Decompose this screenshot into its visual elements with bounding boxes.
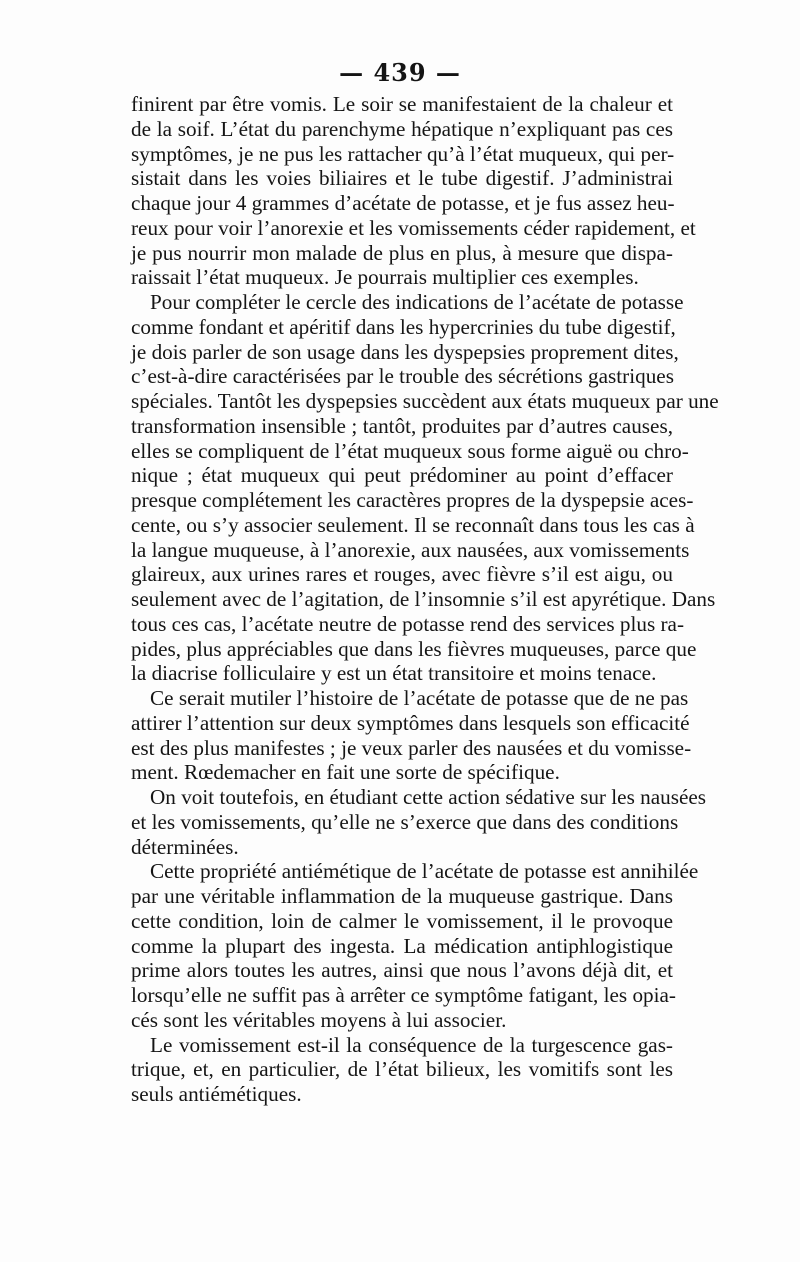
paragraph <box>131 785 707 859</box>
text-line: cente, ou s’y associer seulement. Il se reconnaît dans tous les cas à <box>131 512 695 537</box>
text-line: je pus nourrir mon malade de plus en plus, à mesure que dispa- <box>131 240 673 265</box>
text-line: seuls antiémétiques. <box>131 1082 302 1106</box>
text-line: tous ces cas, l’acétate neutre de potasse rend des services plus ra- <box>131 611 684 636</box>
text-line: On voit toutefois, en étudiant cette action sédative sur les nausées <box>150 785 707 809</box>
text-line: par une véritable inflammation de la muqueuse gastrique. Dans <box>131 884 673 908</box>
text-line: seulement avec de l’agitation, de l’insomnie s’il est apyrétique. Dans <box>131 587 716 611</box>
text-line: elles se compliquent de l’état muqueux sous forme aiguë ou chro- <box>131 438 689 463</box>
text-line: transformation insensible ; tantôt, produites par d’autres causes, <box>131 413 673 438</box>
paragraph <box>131 92 696 290</box>
text-line: je dois parler de son usage dans les dyspepsies proprement dites, <box>131 339 679 364</box>
text-line: presque complétement les caractères propres de la dyspepsie aces- <box>131 488 694 512</box>
paragraph <box>131 686 692 785</box>
page-number: — 439 — <box>339 58 461 87</box>
text-line: chaque jour 4 grammes d’acétate de potasse, et je fus assez heu- <box>131 191 675 215</box>
text-line: trique, et, en particulier, de l’état bilieux, les vomitifs sont les <box>131 1057 673 1082</box>
text-line: ment. Rœdemacher en fait une sorte de spécifique. <box>131 760 560 785</box>
paragraph <box>131 290 719 686</box>
text-line: déterminées. <box>131 834 239 859</box>
text-line: sistait dans les voies biliaires et le tube digestif. J’administrai <box>131 166 673 191</box>
text-line: spéciales. Tantôt les dyspepsies succèdent aux états muqueux par une <box>131 389 719 413</box>
text-line: de la soif. L’état du parenchyme hépatique n’expliquant pas ces <box>131 116 673 141</box>
text-line: c’est-à-dire caractérisées par le trouble des sécrétions gastriques <box>131 364 674 389</box>
text-line: finirent par être vomis. Le soir se manifestaient de la chaleur et <box>131 92 673 116</box>
text-line: la langue muqueuse, à l’anorexie, aux nausées, aux vomissements <box>131 537 690 562</box>
text-line: cés sont les véritables moyens à lui associer. <box>131 1007 507 1032</box>
text-line: attirer l’attention sur deux symptômes dans lesquels son efficacité <box>131 710 690 735</box>
text-line: est des plus manifestes ; je veux parler des nausées et du vomisse- <box>131 735 692 760</box>
text-line: Ce serait mutiler l’histoire de l’acétate de potasse que de ne pas <box>150 686 689 710</box>
text-line: Cette propriété antiémétique de l’acétate de potasse est annihilée <box>150 859 699 884</box>
text-line: cette condition, loin de calmer le vomissement, il le provoque <box>131 908 673 933</box>
text-line: symptômes, je ne pus les rattacher qu’à l’état muqueux, qui per- <box>131 141 675 166</box>
paragraph <box>131 859 699 1032</box>
text-line: la diacrise folliculaire y est un état transitoire et moins tenace. <box>131 661 657 686</box>
text-line: comme fondant et apéritif dans les hypercrinies du tube digestif, <box>131 314 676 339</box>
text-line: raissait l’état muqueux. Je pourrais multiplier ces exemples. <box>131 265 639 290</box>
text-line: et les vomissements, qu’elle ne s’exerce que dans des conditions <box>131 809 679 834</box>
text-line: nique ; état muqueux qui peut prédominer au point d’effacer <box>131 463 673 488</box>
text-line: reux pour voir l’anorexie et les vomissements céder rapidement, et <box>131 215 696 240</box>
text-line: prime alors toutes les autres, ainsi que nous l’avons déjà dit, et <box>131 958 673 983</box>
paragraph <box>131 1033 673 1107</box>
text-line: Le vomissement est-il la conséquence de la turgescence gas- <box>150 1032 673 1057</box>
text-line: glaireux, aux urines rares et rouges, avec fièvre s’il est aigu, ou <box>131 562 673 587</box>
text-line: comme la plupart des ingesta. La médication antiphlogistique <box>131 933 673 958</box>
text-line: pides, plus appréciables que dans les fièvres muqueuses, parce que <box>131 636 697 661</box>
text-line: Pour compléter le cercle des indications de l’acétate de potasse <box>150 290 684 314</box>
body-text <box>131 92 719 1107</box>
text-line: lorsqu’elle ne suffit pas à arrêter ce symptôme fatigant, les opia- <box>131 983 676 1007</box>
